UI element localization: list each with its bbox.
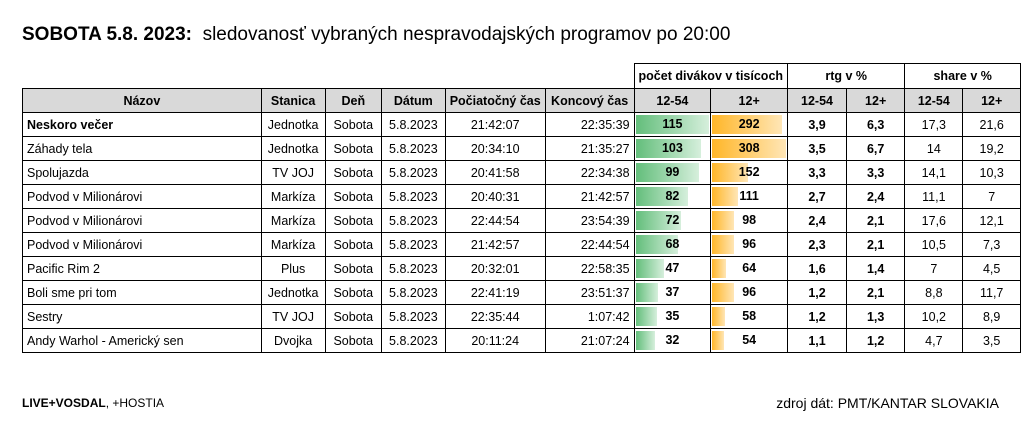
col-header-name: Názov — [23, 89, 262, 113]
cell-share-12-54: 7 — [905, 257, 963, 281]
cell-station: Jednotka — [261, 137, 325, 161]
viewers-value: 96 — [742, 285, 757, 299]
cell-end: 22:34:38 — [545, 161, 634, 185]
cell-viewers-bar-12plus — [711, 137, 788, 161]
cell-share-12plus: 8,9 — [963, 305, 1021, 329]
viewers-value: 35 — [665, 309, 680, 323]
cell-station: Jednotka — [261, 281, 325, 305]
cell-viewers-bar-12-54 — [634, 257, 711, 281]
cell-day: Sobota — [325, 329, 382, 353]
table-row — [23, 281, 1021, 305]
cell-share-12-54: 4,7 — [905, 329, 963, 353]
cell-name: Neskoro večer — [23, 113, 262, 137]
cell-share-12-54: 17,3 — [905, 113, 963, 137]
cell-share-12-54: 10,5 — [905, 233, 963, 257]
cell-day: Sobota — [325, 305, 382, 329]
footer-note-rest: , +HOSTIA — [105, 396, 165, 410]
cell-viewers-bar-12-54 — [634, 137, 711, 161]
cell-start: 20:40:31 — [445, 185, 545, 209]
cell-viewers-bar-12-54 — [634, 113, 711, 137]
cell-share-12-54: 17,6 — [905, 209, 963, 233]
cell-start: 20:41:58 — [445, 161, 545, 185]
table-row — [23, 329, 1021, 353]
cell-share-12-54: 14,1 — [905, 161, 963, 185]
cell-station: TV JOJ — [261, 305, 325, 329]
viewers-value: 82 — [665, 189, 680, 203]
cell-share-12plus: 10,3 — [963, 161, 1021, 185]
viewers-value: 72 — [665, 213, 680, 227]
cell-end: 22:58:35 — [545, 257, 634, 281]
cell-share-12plus: 3,5 — [963, 329, 1021, 353]
cell-station: Dvojka — [261, 329, 325, 353]
cell-name: Podvod v Milionárovi — [23, 233, 262, 257]
cell-station: TV JOJ — [261, 161, 325, 185]
cell-day: Sobota — [325, 209, 382, 233]
cell-viewers-bar-12plus — [711, 257, 788, 281]
viewers-value: 47 — [665, 261, 680, 275]
cell-name: Podvod v Milionárovi — [23, 209, 262, 233]
table-row — [23, 161, 1021, 185]
col-header-rtg-12plus: 12+ — [846, 89, 904, 113]
cell-rtg-12-54: 2,7 — [788, 185, 847, 209]
col-header-rtg-12-54: 12-54 — [788, 89, 847, 113]
viewers-value: 98 — [742, 213, 757, 227]
cell-share-12-54: 14 — [905, 137, 963, 161]
cell-day: Sobota — [325, 185, 382, 209]
cell-rtg-12plus: 1,2 — [846, 329, 904, 353]
cell-name: Sestry — [23, 305, 262, 329]
cell-date: 5.8.2023 — [382, 233, 446, 257]
cell-rtg-12plus: 6,7 — [846, 137, 904, 161]
column-header-row — [23, 89, 1021, 113]
cell-name: Andy Warhol - Americký sen — [23, 329, 262, 353]
viewers-value: 32 — [665, 333, 680, 347]
table-row — [23, 209, 1021, 233]
cell-viewers-bar-12-54 — [634, 281, 711, 305]
col-header-day: Deň — [325, 89, 382, 113]
cell-rtg-12plus: 1,4 — [846, 257, 904, 281]
table-row — [23, 233, 1021, 257]
cell-start: 20:11:24 — [445, 329, 545, 353]
viewers-value: 152 — [738, 165, 760, 179]
col-header-end: Koncový čas — [545, 89, 634, 113]
group-header-row — [23, 64, 1021, 89]
cell-start: 20:34:10 — [445, 137, 545, 161]
cell-name: Záhady tela — [23, 137, 262, 161]
cell-end: 22:44:54 — [545, 233, 634, 257]
cell-end: 21:35:27 — [545, 137, 634, 161]
col-header-date: Dátum — [382, 89, 446, 113]
cell-rtg-12-54: 1,2 — [788, 305, 847, 329]
cell-date: 5.8.2023 — [382, 305, 446, 329]
cell-viewers-bar-12-54 — [634, 185, 711, 209]
cell-rtg-12plus: 2,1 — [846, 233, 904, 257]
cell-name: Podvod v Milionárovi — [23, 185, 262, 209]
cell-rtg-12plus: 6,3 — [846, 113, 904, 137]
table-row — [23, 305, 1021, 329]
viewers-value: 37 — [665, 285, 680, 299]
cell-share-12plus: 7 — [963, 185, 1021, 209]
cell-name: Boli sme pri tom — [23, 281, 262, 305]
viewers-value: 99 — [665, 165, 680, 179]
cell-end: 23:54:39 — [545, 209, 634, 233]
cell-share-12-54: 8,8 — [905, 281, 963, 305]
cell-rtg-12plus: 2,1 — [846, 281, 904, 305]
viewers-value: 115 — [662, 117, 683, 131]
cell-date: 5.8.2023 — [382, 281, 446, 305]
cell-day: Sobota — [325, 113, 382, 137]
cell-end: 21:42:57 — [545, 185, 634, 209]
title-text: sledovanosť vybraných nespravodajských programov po 20:00 — [202, 24, 731, 45]
ratings-table — [22, 63, 1021, 353]
cell-day: Sobota — [325, 161, 382, 185]
cell-day: Sobota — [325, 137, 382, 161]
cell-station: Markíza — [261, 209, 325, 233]
viewers-value: 308 — [738, 141, 760, 155]
viewers-value: 58 — [742, 309, 757, 323]
col-header-share-12-54: 12-54 — [905, 89, 963, 113]
cell-viewers-bar-12plus — [711, 305, 788, 329]
table-row — [23, 185, 1021, 209]
cell-rtg-12-54: 3,9 — [788, 113, 847, 137]
cell-share-12plus: 19,2 — [963, 137, 1021, 161]
footer-note-bold: LIVE+VOSDAL — [22, 396, 106, 410]
group-rtg: rtg v % — [788, 64, 905, 89]
cell-rtg-12-54: 1,6 — [788, 257, 847, 281]
cell-start: 22:41:19 — [445, 281, 545, 305]
cell-viewers-bar-12plus — [711, 281, 788, 305]
cell-date: 5.8.2023 — [382, 137, 446, 161]
cell-rtg-12-54: 1,2 — [788, 281, 847, 305]
group-share: share v % — [905, 64, 1021, 89]
cell-share-12-54: 10,2 — [905, 305, 963, 329]
page-title — [22, 24, 730, 46]
cell-start: 22:44:54 — [445, 209, 545, 233]
cell-station: Plus — [261, 257, 325, 281]
cell-name: Spolujazda — [23, 161, 262, 185]
footer-note — [22, 396, 164, 410]
cell-rtg-12-54: 2,4 — [788, 209, 847, 233]
cell-end: 21:07:24 — [545, 329, 634, 353]
cell-share-12plus: 11,7 — [963, 281, 1021, 305]
cell-viewers-bar-12plus — [711, 329, 788, 353]
cell-date: 5.8.2023 — [382, 113, 446, 137]
cell-rtg-12-54: 3,5 — [788, 137, 847, 161]
data-source: zdroj dát: PMT/KANTAR SLOVAKIA — [776, 395, 999, 411]
col-header-share-12plus: 12+ — [963, 89, 1021, 113]
cell-share-12plus: 4,5 — [963, 257, 1021, 281]
cell-end: 1:07:42 — [545, 305, 634, 329]
cell-station: Markíza — [261, 185, 325, 209]
cell-viewers-bar-12-54 — [634, 161, 711, 185]
cell-viewers-bar-12-54 — [634, 209, 711, 233]
cell-date: 5.8.2023 — [382, 209, 446, 233]
cell-station: Markíza — [261, 233, 325, 257]
col-header-viewers-12-54: 12-54 — [634, 89, 711, 113]
cell-viewers-bar-12plus — [711, 113, 788, 137]
viewers-value: 54 — [742, 333, 757, 347]
viewers-value: 111 — [739, 189, 759, 203]
cell-viewers-bar-12plus — [711, 233, 788, 257]
col-header-viewers-12plus: 12+ — [711, 89, 788, 113]
cell-share-12-54: 11,1 — [905, 185, 963, 209]
cell-share-12plus: 12,1 — [963, 209, 1021, 233]
cell-date: 5.8.2023 — [382, 257, 446, 281]
table-row — [23, 113, 1021, 137]
cell-station: Jednotka — [261, 113, 325, 137]
table-row — [23, 137, 1021, 161]
cell-viewers-bar-12-54 — [634, 305, 711, 329]
cell-rtg-12plus: 2,4 — [846, 185, 904, 209]
cell-name: Pacific Rim 2 — [23, 257, 262, 281]
cell-share-12plus: 7,3 — [963, 233, 1021, 257]
cell-date: 5.8.2023 — [382, 185, 446, 209]
viewers-value: 103 — [661, 141, 683, 155]
cell-rtg-12-54: 2,3 — [788, 233, 847, 257]
title-date: SOBOTA 5.8. 2023: — [22, 24, 193, 45]
cell-rtg-12plus: 1,3 — [846, 305, 904, 329]
cell-viewers-bar-12-54 — [634, 233, 711, 257]
cell-viewers-bar-12plus — [711, 209, 788, 233]
cell-start: 22:35:44 — [445, 305, 545, 329]
cell-rtg-12-54: 1,1 — [788, 329, 847, 353]
cell-share-12plus: 21,6 — [963, 113, 1021, 137]
col-header-station: Stanica — [261, 89, 325, 113]
cell-viewers-bar-12plus — [711, 161, 788, 185]
cell-start: 20:32:01 — [445, 257, 545, 281]
col-header-start: Počiatočný čas — [445, 89, 545, 113]
cell-day: Sobota — [325, 281, 382, 305]
cell-start: 21:42:07 — [445, 113, 545, 137]
cell-viewers-bar-12-54 — [634, 329, 711, 353]
cell-date: 5.8.2023 — [382, 329, 446, 353]
cell-rtg-12plus: 2,1 — [846, 209, 904, 233]
cell-day: Sobota — [325, 233, 382, 257]
cell-start: 21:42:57 — [445, 233, 545, 257]
cell-end: 22:35:39 — [545, 113, 634, 137]
cell-day: Sobota — [325, 257, 382, 281]
viewers-value: 292 — [738, 117, 760, 131]
viewers-value: 68 — [665, 237, 680, 251]
viewers-value: 64 — [742, 261, 757, 275]
group-viewers: počet divákov v tisícoch — [634, 64, 788, 89]
cell-date: 5.8.2023 — [382, 161, 446, 185]
viewers-value: 96 — [742, 237, 757, 251]
cell-viewers-bar-12plus — [711, 185, 788, 209]
table-row — [23, 257, 1021, 281]
cell-end: 23:51:37 — [545, 281, 634, 305]
cell-rtg-12plus: 3,3 — [846, 161, 904, 185]
cell-rtg-12-54: 3,3 — [788, 161, 847, 185]
